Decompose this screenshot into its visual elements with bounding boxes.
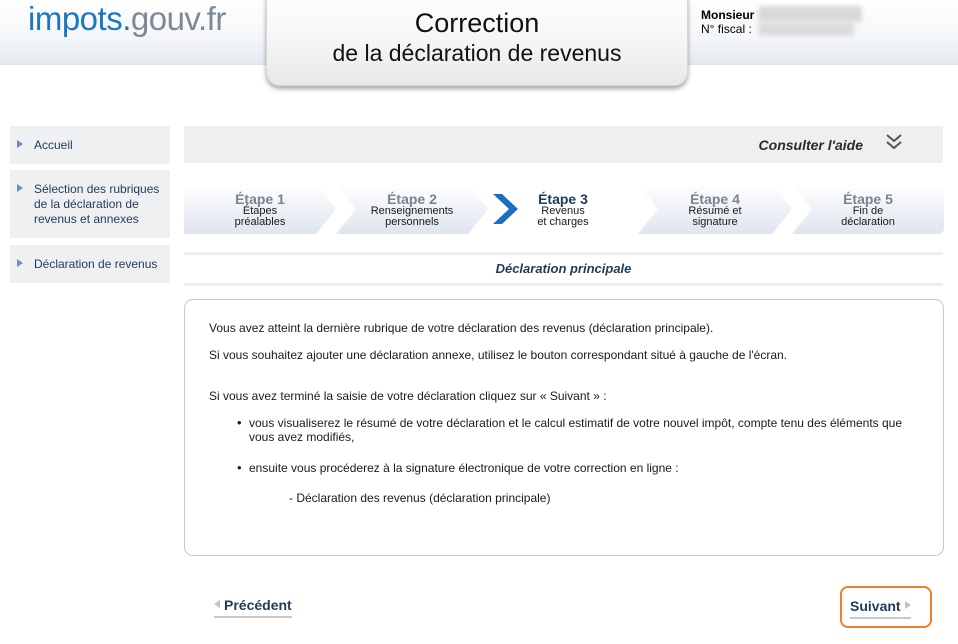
arrow-right-icon	[905, 601, 911, 609]
step-4	[638, 184, 792, 234]
content-paragraph: Si vous souhaitez ajouter une déclaration annexe, utilisez le bouton correspondant situé à gauche de l'écran.	[209, 348, 788, 362]
help-link[interactable]: Consulter l'aide	[758, 137, 863, 153]
logo-part-gouv: gouv.fr	[130, 0, 226, 37]
user-salutation: Monsieur	[701, 8, 755, 22]
previous-button[interactable]	[214, 597, 292, 618]
content-sub-item: - Déclaration des revenus (déclaration principale)	[289, 491, 551, 505]
redacted-name	[758, 6, 862, 22]
redacted-fiscal-number	[758, 22, 854, 36]
step-desc	[184, 206, 336, 228]
content-bullet: ensuite vous procéderez à la signature électronique de votre correction en ligne :	[249, 461, 679, 475]
step-desc	[336, 206, 488, 228]
step-title: Étape 2	[387, 191, 437, 207]
logo-part-impots: impots.	[28, 0, 131, 37]
step-desc	[488, 206, 638, 228]
arrow-left-icon	[214, 600, 220, 608]
site-logo[interactable]	[28, 0, 226, 38]
content-paragraph: Vous avez atteint la dernière rubrique de votre déclaration des revenus (déclaration principale).	[209, 321, 714, 335]
step-desc-line2: préalables	[234, 216, 286, 228]
page-title-line1: Correction	[414, 8, 540, 38]
step-desc-line1: Résumé et	[688, 205, 742, 217]
content-paragraph: Si vous avez terminé la saisie de votre déclaration cliquez sur « Suivant » :	[209, 389, 607, 403]
sidebar-item-declaration-revenus[interactable]	[10, 245, 170, 283]
step-title: Étape 3	[538, 191, 588, 207]
step-desc-line1: Étapes	[242, 205, 278, 217]
double-chevron-down-icon[interactable]	[884, 132, 904, 152]
step-desc-line1: Fin de	[852, 205, 884, 217]
step-desc-line1: Renseignements	[370, 205, 454, 217]
section-title: Déclaration principale	[184, 252, 943, 286]
sidebar-item-label: Sélection des rubriques de la déclaration de revenus et annexes	[34, 182, 160, 226]
step-desc	[638, 206, 792, 228]
bullet-icon: •	[237, 460, 242, 475]
user-fiscal-label: N° fiscal :	[701, 22, 752, 36]
help-bar	[184, 126, 943, 163]
sidebar-item-selection-rubriques[interactable]	[10, 170, 170, 238]
content-bullet: vous visualiserez le résumé de votre déclaration et le calcul estimatif de votre nouvel impôt, compte tenu des éléments que vous avez modifiés,	[249, 416, 903, 444]
sidebar-item-label: Déclaration de revenus	[34, 257, 158, 271]
content-panel	[184, 299, 944, 556]
next-button-focus[interactable]	[840, 586, 932, 628]
step-desc-line2: personnels	[385, 216, 439, 228]
step-2	[336, 184, 488, 234]
arrow-right-icon	[17, 184, 23, 192]
step-desc-line1: Revenus	[541, 205, 585, 217]
previous-label: Précédent	[224, 597, 292, 613]
next-button[interactable]	[850, 598, 911, 619]
sidebar-item-accueil[interactable]	[10, 126, 170, 164]
step-title: Étape 1	[235, 191, 285, 207]
next-label: Suivant	[850, 598, 901, 614]
step-desc-line2: déclaration	[841, 216, 895, 228]
arrow-right-icon	[17, 140, 23, 148]
step-title: Étape 4	[690, 191, 740, 207]
step-title: Étape 5	[843, 191, 893, 207]
bullet-icon: •	[237, 415, 242, 430]
step-3-active	[488, 184, 638, 234]
page-title-box	[266, 0, 688, 86]
step-desc-line2: signature	[692, 216, 738, 228]
page-title-line2: de la déclaration de revenus	[332, 40, 622, 66]
step-1	[184, 184, 336, 234]
step-desc-line2: et charges	[537, 216, 589, 228]
arrow-right-icon	[17, 259, 23, 267]
step-desc	[792, 206, 944, 228]
step-5	[792, 184, 944, 234]
user-info	[701, 8, 754, 36]
sidebar-item-label: Accueil	[34, 138, 73, 152]
